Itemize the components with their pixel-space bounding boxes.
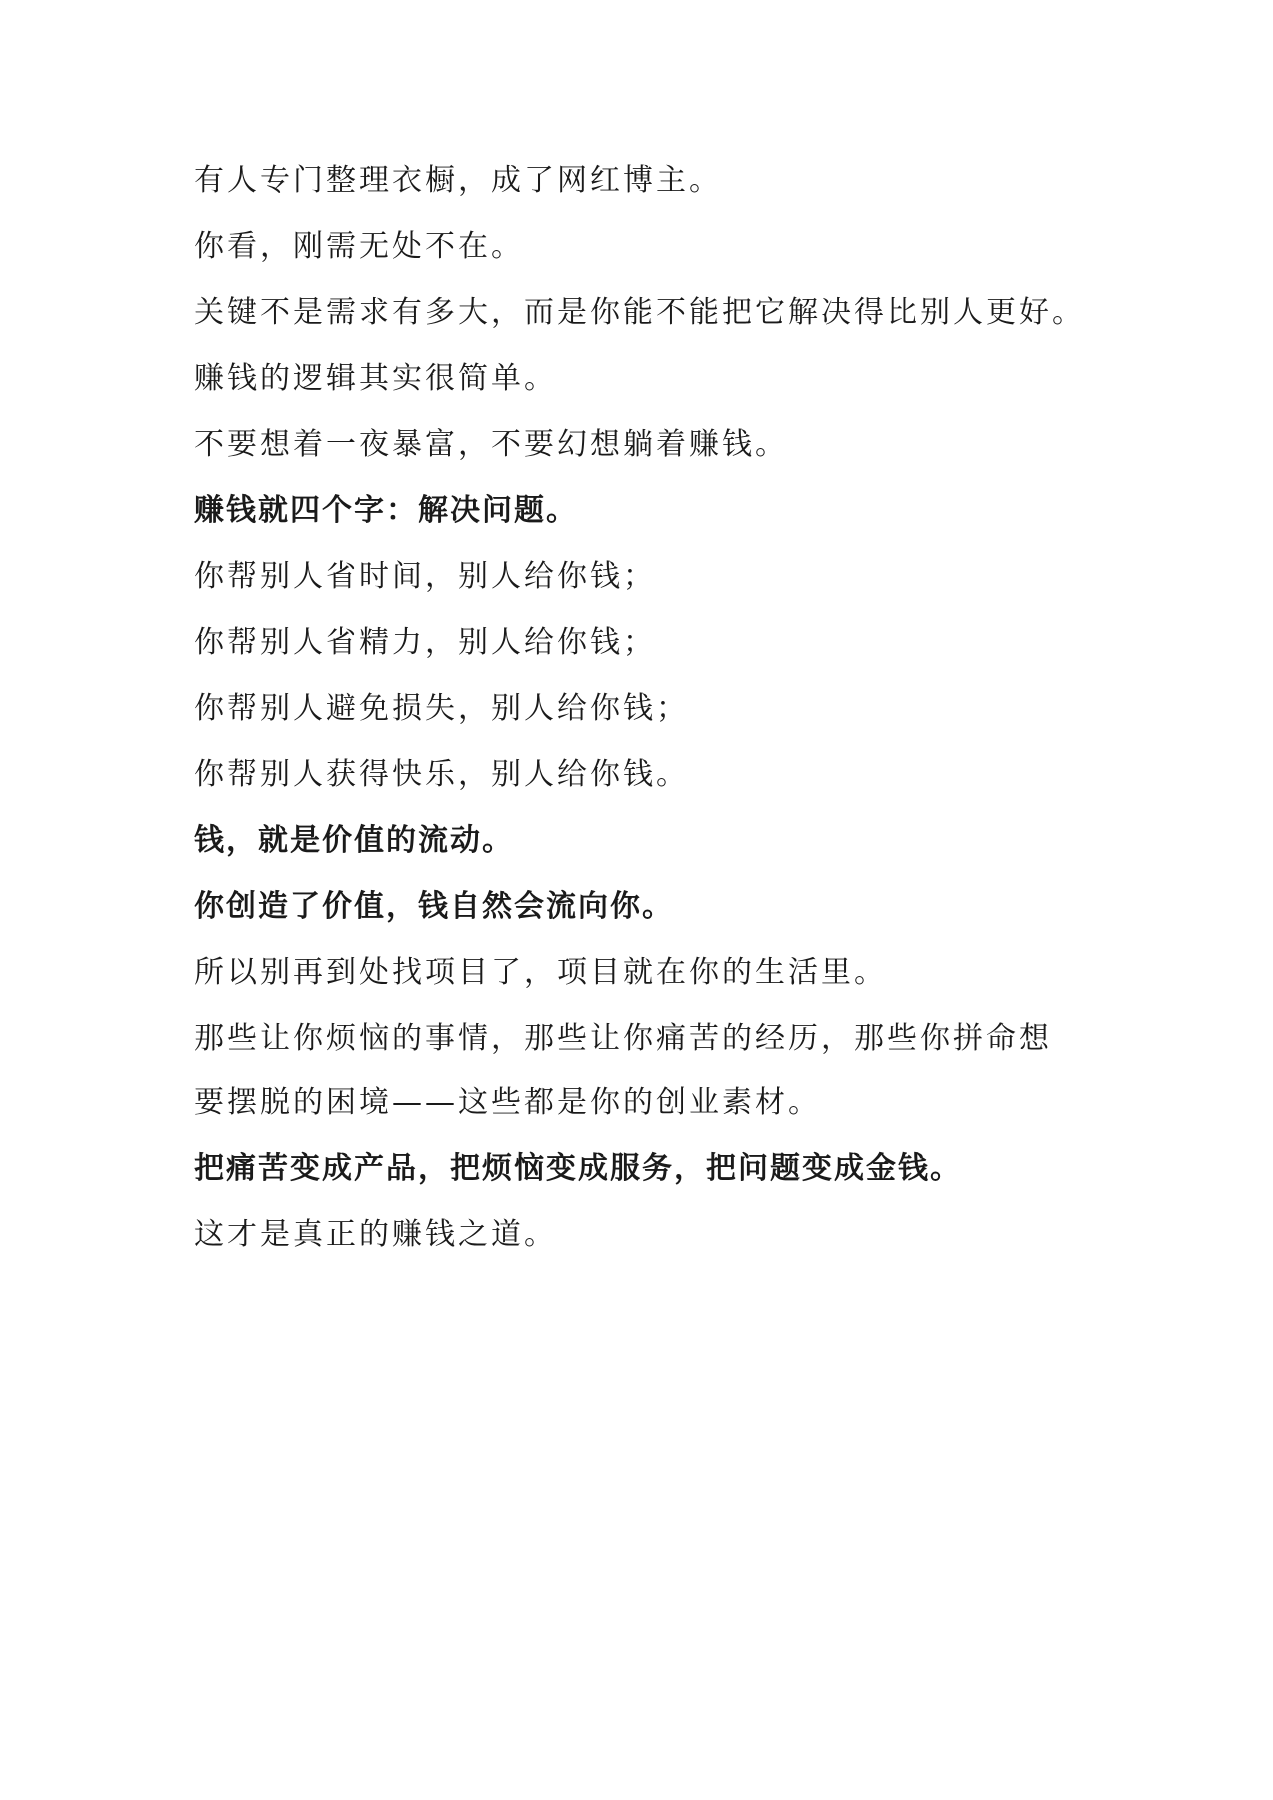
paragraph: 你帮别人避免损失，别人给你钱；: [194, 691, 689, 726]
bold-paragraph: 赚钱就四个字：解决问题。: [194, 493, 578, 528]
document-body: [194, 162, 1094, 1282]
bold-paragraph: 你创造了价值，钱自然会流向你。: [194, 889, 674, 924]
paragraph: 你帮别人获得快乐，别人给你钱。: [194, 757, 689, 792]
paragraph: 这才是真正的赚钱之道。: [194, 1217, 557, 1252]
paragraph: 所以别再到处找项目了，项目就在你的生活里。: [194, 955, 887, 990]
bold-paragraph: 把痛苦变成产品，把烦恼变成服务，把问题变成金钱。: [194, 1151, 962, 1186]
paragraph: 那些让你烦恼的事情，那些让你痛苦的经历，那些你拼命想: [194, 1021, 1052, 1056]
paragraph: 你帮别人省精力，别人给你钱；: [194, 625, 656, 660]
paragraph: 你帮别人省时间，别人给你钱；: [194, 559, 656, 594]
paragraph: 关键不是需求有多大，而是你能不能把它解决得比别人更好。: [194, 295, 1085, 330]
paragraph: 不要想着一夜暴富，不要幻想躺着赚钱。: [194, 427, 788, 462]
bold-paragraph: 钱，就是价值的流动。: [194, 823, 514, 858]
paragraph: 你看，刚需无处不在。: [194, 229, 524, 264]
paragraph: 要摆脱的困境——这些都是你的创业素材。: [194, 1085, 821, 1120]
paragraph: 赚钱的逻辑其实很简单。: [194, 361, 557, 396]
paragraph: 有人专门整理衣橱，成了网红博主。: [194, 163, 722, 198]
